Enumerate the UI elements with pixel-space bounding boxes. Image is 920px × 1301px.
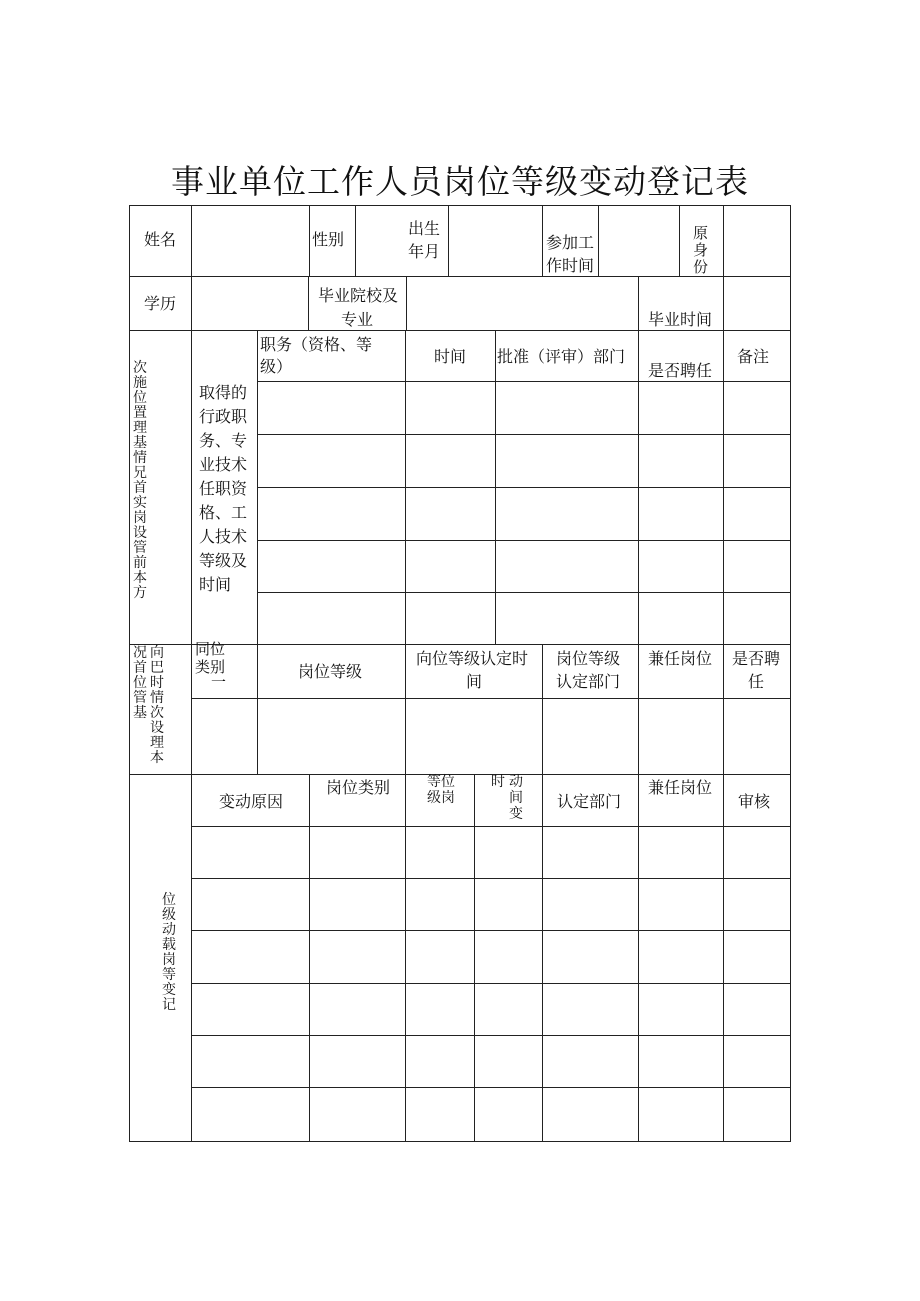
- education-label: 学历: [144, 294, 177, 313]
- grid-line-v: [309, 205, 310, 277]
- gender-value-cell[interactable]: [356, 207, 404, 275]
- section2-side-label-b: 向巴时情次设理本: [150, 645, 164, 766]
- col-change-reason: 变动原因: [219, 792, 284, 811]
- inner-label-line: 务、专: [199, 431, 248, 450]
- grid-line-h: [129, 644, 791, 645]
- work-start-label-line2: 作时间: [546, 256, 595, 275]
- grid-line-h: [191, 826, 791, 827]
- grid-line-h: [129, 774, 791, 775]
- grid-line-h: [191, 878, 791, 879]
- grid-line-h: [257, 540, 791, 541]
- gender-label: 性别: [312, 230, 345, 249]
- school-label-line2: 专业: [341, 310, 374, 329]
- original-identity-line3: 份: [693, 258, 709, 276]
- birth-label-line1: 出生: [408, 219, 441, 238]
- col-change-time-a: 时: [491, 774, 505, 790]
- col-position-line1: 职务（资格、等: [260, 335, 373, 354]
- grid-line-h: [191, 698, 791, 699]
- col-category-line2: 类别: [195, 658, 226, 676]
- original-identity-value-cell[interactable]: [724, 207, 789, 275]
- birth-value-cell[interactable]: [449, 207, 541, 275]
- table-border-top: [129, 205, 791, 206]
- col-category-line1: 同位: [195, 640, 226, 658]
- col-hired2-line2: 任: [748, 672, 765, 691]
- grid-line-v: [405, 644, 406, 775]
- col-approve-dept-3: 认定部门: [557, 792, 622, 811]
- col-hired2-line1: 是否聘: [732, 649, 781, 668]
- inner-label-line: 人技术: [199, 527, 248, 546]
- col-hired: 是否聘任: [648, 361, 713, 380]
- col-category-line3: 一: [211, 673, 227, 691]
- inner-label-line: 任职资: [199, 479, 248, 498]
- inner-label-line: 等级及: [199, 551, 248, 570]
- grad-time-value-cell[interactable]: [724, 277, 789, 329]
- school-value-cell[interactable]: [407, 277, 637, 329]
- col-level-time-line1: 向位等级认定时: [416, 649, 529, 668]
- grad-time-label: 毕业时间: [648, 310, 713, 329]
- inner-label-line: 时间: [199, 575, 232, 594]
- col-post-level: 等位级岗: [427, 774, 455, 806]
- inner-label-line: 取得的: [199, 383, 248, 402]
- grid-line-v: [542, 644, 543, 775]
- grid-line-h: [257, 592, 791, 593]
- section1-side-label: 次施位置理基情兄首实岗设管前本方: [133, 360, 147, 601]
- grid-line-v: [723, 644, 724, 775]
- col-concurrent-3: 兼任岗位: [648, 778, 713, 797]
- original-identity-line2: 身: [693, 241, 709, 259]
- original-identity-line1: 原: [693, 224, 709, 242]
- school-label-line1: 毕业院校及: [318, 286, 399, 305]
- education-value-cell[interactable]: [192, 277, 309, 329]
- name-label: 姓名: [144, 230, 177, 249]
- work-start-label-line1: 参加工: [546, 233, 595, 252]
- grid-line-h: [257, 434, 791, 435]
- grid-line-h: [191, 1035, 791, 1036]
- col-level-time-line2: 间: [466, 672, 483, 691]
- col-review: 审核: [738, 792, 771, 811]
- form-title: 事业单位工作人员岗位等级变动登记表: [171, 162, 749, 201]
- grid-line-v: [191, 644, 192, 775]
- birth-label-line2: 年月: [408, 242, 441, 261]
- grid-line-v: [638, 644, 639, 775]
- col-note: 备注: [737, 347, 770, 366]
- col-post-category: 岗位类别: [326, 778, 391, 797]
- col-position-line2: 级）: [260, 357, 293, 376]
- work-start-value-cell[interactable]: [599, 207, 679, 275]
- table-border-left: [129, 205, 130, 1142]
- section2-side-label-a: 况首位管基: [133, 645, 147, 721]
- grid-line-v: [542, 205, 543, 277]
- col-level: 岗位等级: [298, 662, 363, 681]
- col-time: 时间: [434, 347, 467, 366]
- col-level-dept-line2: 认定部门: [556, 672, 621, 691]
- inner-label-line: 格、工: [199, 503, 248, 522]
- grid-line-h: [191, 930, 791, 931]
- section3-side-label: 位级动载岗等变记: [162, 892, 176, 1013]
- col-approve-dept: 批准（评审）部门: [497, 347, 626, 366]
- name-value-cell[interactable]: [192, 207, 309, 275]
- grid-line-h: [191, 1087, 791, 1088]
- grid-line-h: [257, 487, 791, 488]
- grid-line-v: [638, 276, 639, 331]
- col-concurrent: 兼任岗位: [648, 649, 713, 668]
- inner-label-line: 业技术: [199, 455, 248, 474]
- grid-line-v: [257, 644, 258, 775]
- inner-label-line: 行政职: [199, 407, 248, 426]
- grid-line-v: [679, 205, 680, 277]
- table-border-bottom: [129, 1141, 791, 1142]
- col-change-time-b: 动间变: [509, 774, 523, 822]
- col-level-dept-line1: 岗位等级: [556, 649, 621, 668]
- table-border-right: [790, 205, 791, 1142]
- grid-line-v: [191, 330, 192, 645]
- grid-line-h: [191, 983, 791, 984]
